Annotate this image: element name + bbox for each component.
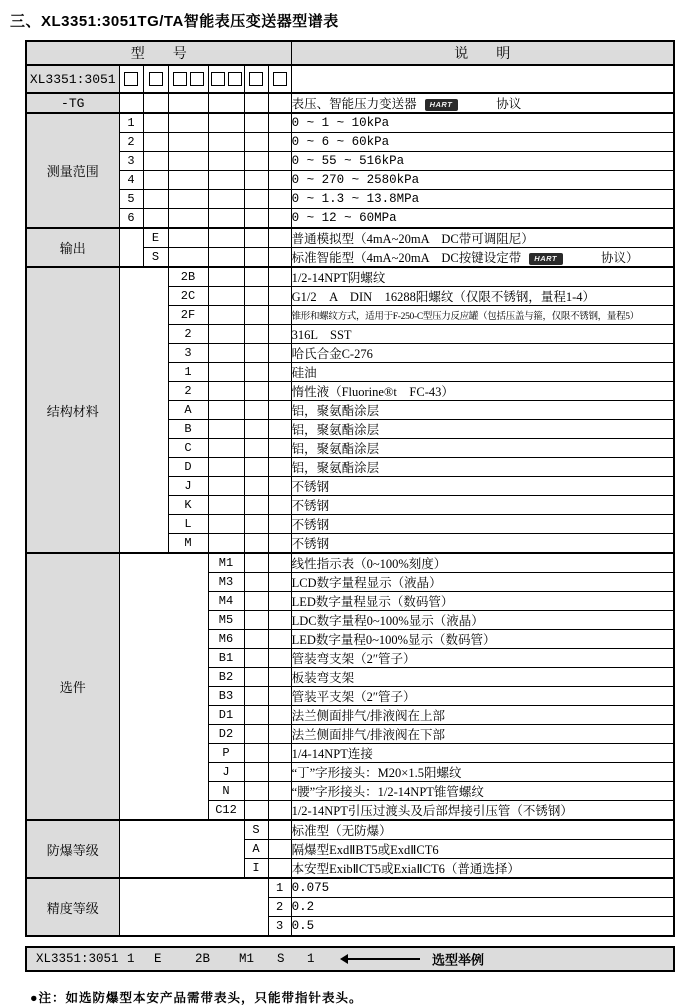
empty-code-cell <box>208 420 244 439</box>
option-description: 1/2-14NPT阴螺纹 <box>291 267 674 287</box>
option-description: 铝，聚氨酯涂层 <box>291 458 674 477</box>
empty-code-cell <box>244 515 268 534</box>
option-code-cell: 4 <box>119 171 143 190</box>
empty-code-cell <box>143 209 168 229</box>
empty-code-cell <box>244 133 268 152</box>
empty-code-cell <box>268 287 291 306</box>
empty-code-cell <box>168 171 208 190</box>
option-code-cell: 1 <box>268 878 291 898</box>
example-code: 2B <box>195 952 211 966</box>
empty-code-cell <box>244 401 268 420</box>
option-code-cell: M5 <box>208 611 244 630</box>
section-label-options: 选件 <box>26 553 119 820</box>
column-header-description: 说 明 <box>291 41 674 65</box>
option-code-cell: 5 <box>119 190 143 209</box>
option-code-cell: 2C <box>168 287 208 306</box>
empty-code-cell <box>208 287 244 306</box>
empty-description-cell <box>291 65 674 93</box>
empty-code-cell <box>268 744 291 763</box>
empty-code-cell <box>244 630 268 649</box>
option-description <box>291 93 674 113</box>
section-label-explosion-proof: 防爆等级 <box>26 820 119 878</box>
empty-code-cell <box>268 573 291 592</box>
option-description: LED数字量程0~100%显示（数码管） <box>291 630 674 649</box>
option-code-cell: 2 <box>168 382 208 401</box>
option-code-cell: 1 <box>119 113 143 133</box>
option-description: LDC数字量程0~100%显示（液晶） <box>291 611 674 630</box>
option-code-cell: J <box>168 477 208 496</box>
empty-code-cell <box>168 113 208 133</box>
empty-code-cell <box>268 420 291 439</box>
empty-code-cell <box>208 401 244 420</box>
option-description: 1/2-14NPT引压过渡头及后部焊接引压管（不锈钢） <box>291 801 674 821</box>
empty-code-cell <box>268 668 291 687</box>
empty-code-cell <box>268 306 291 325</box>
option-code-cell: B3 <box>208 687 244 706</box>
empty-code-cell <box>268 553 291 573</box>
empty-code-cell <box>244 113 268 133</box>
option-code-cell: N <box>208 782 244 801</box>
empty-code-cell <box>268 248 291 268</box>
option-description: 不锈钢 <box>291 496 674 515</box>
example-model-label: XL3351:3051 <box>36 952 119 966</box>
empty-code-cell <box>244 439 268 458</box>
code-checkbox <box>173 72 187 86</box>
hart-protocol-badge: HART <box>529 253 563 265</box>
merged-empty-cell <box>119 267 168 553</box>
option-description: 板装弯支架 <box>291 668 674 687</box>
empty-code-cell <box>244 477 268 496</box>
description-text: 标准智能型（4mA~20mA DC按键设定带 <box>291 251 522 265</box>
empty-code-cell <box>268 649 291 668</box>
empty-code-cell <box>268 534 291 554</box>
empty-code-cell <box>268 725 291 744</box>
option-code-cell: D1 <box>208 706 244 725</box>
option-description: 316L SST <box>291 325 674 344</box>
option-description: 硅油 <box>291 363 674 382</box>
empty-code-cell <box>268 439 291 458</box>
empty-code-cell <box>244 763 268 782</box>
example-code: S <box>277 952 285 966</box>
option-description: 不锈钢 <box>291 477 674 496</box>
option-code-cell: A <box>244 840 268 859</box>
option-code-cell: K <box>168 496 208 515</box>
option-code-cell: D <box>168 458 208 477</box>
option-code-cell: C <box>168 439 208 458</box>
option-description: LED数字量程显示（数码管） <box>291 592 674 611</box>
option-description: 法兰侧面排气/排液阀在上部 <box>291 706 674 725</box>
option-code-cell: S <box>143 248 168 268</box>
empty-code-cell <box>208 534 244 554</box>
empty-code-cell <box>268 401 291 420</box>
code-checkbox <box>228 72 242 86</box>
option-code-cell: 3 <box>168 344 208 363</box>
option-description: 惰性液（Fluorine®t FC-43） <box>291 382 674 401</box>
option-description: 0 ~ 55 ~ 516kPa <box>291 152 674 171</box>
hart-protocol-badge: HART <box>425 99 459 111</box>
empty-code-cell <box>143 152 168 171</box>
empty-code-cell <box>268 820 291 840</box>
code-box-cell <box>119 65 143 93</box>
example-code: E <box>154 952 162 966</box>
option-code-cell: 1 <box>168 363 208 382</box>
empty-code-cell <box>268 801 291 821</box>
empty-code-cell <box>208 133 244 152</box>
option-code-cell: 3 <box>119 152 143 171</box>
empty-code-cell <box>244 534 268 554</box>
example-arrow-icon <box>342 958 420 960</box>
code-checkbox <box>273 72 287 86</box>
option-description: 标准型（无防爆） <box>291 820 674 840</box>
option-description: 0 ~ 6 ~ 60kPa <box>291 133 674 152</box>
option-description: 0 ~ 12 ~ 60MPa <box>291 209 674 229</box>
empty-code-cell <box>143 171 168 190</box>
empty-code-cell <box>208 190 244 209</box>
code-box-cell <box>268 65 291 93</box>
option-description: 锥形和螺纹方式，适用于F-250-C型压力反应罐（包括压盖与箍，仅限不锈钢，量程5） <box>291 306 674 325</box>
empty-code-cell <box>268 859 291 879</box>
option-code-cell: M4 <box>208 592 244 611</box>
empty-code-cell <box>268 93 291 113</box>
empty-code-cell <box>268 458 291 477</box>
empty-code-cell <box>268 133 291 152</box>
empty-code-cell <box>268 687 291 706</box>
empty-code-cell <box>168 248 208 268</box>
empty-code-cell <box>168 228 208 248</box>
empty-code-cell <box>268 113 291 133</box>
section-label-output: 输出 <box>26 228 119 267</box>
description-text: 表压、智能压力变送器 <box>291 97 417 111</box>
option-description: 1/4-14NPT连接 <box>291 744 674 763</box>
empty-code-cell <box>244 228 268 248</box>
merged-empty-cell <box>119 820 244 878</box>
option-description: 0 ~ 1 ~ 10kPa <box>291 113 674 133</box>
model-prefix-cell: XL3351:3051 <box>26 65 119 93</box>
option-code-cell: B1 <box>208 649 244 668</box>
option-description: 不锈钢 <box>291 515 674 534</box>
empty-code-cell <box>168 190 208 209</box>
empty-code-cell <box>208 515 244 534</box>
option-code-cell: C12 <box>208 801 244 821</box>
empty-code-cell <box>244 287 268 306</box>
empty-code-cell <box>208 248 244 268</box>
option-description: 法兰侧面排气/排液阀在下部 <box>291 725 674 744</box>
empty-code-cell <box>244 801 268 821</box>
model-spec-table <box>25 40 675 937</box>
empty-code-cell <box>268 325 291 344</box>
option-code-cell: B2 <box>208 668 244 687</box>
empty-code-cell <box>244 687 268 706</box>
empty-code-cell <box>268 363 291 382</box>
empty-code-cell <box>143 93 168 113</box>
empty-code-cell <box>244 209 268 229</box>
footnote: ●注：如选防爆型本安产品需带表头，只能带指针表头。 <box>30 991 363 1005</box>
option-code-cell: M1 <box>208 553 244 573</box>
empty-code-cell <box>268 228 291 248</box>
option-description: “丁”字形接头：M20×1.5阳螺纹 <box>291 763 674 782</box>
empty-code-cell <box>208 496 244 515</box>
empty-code-cell <box>268 782 291 801</box>
empty-code-cell <box>143 190 168 209</box>
code-box-cell <box>208 65 244 93</box>
option-description: LCD数字量程显示（液晶） <box>291 573 674 592</box>
empty-code-cell <box>244 458 268 477</box>
empty-code-cell <box>268 611 291 630</box>
page-title: 三、XL3351:3051TG/TA智能表压变送器型谱表 <box>10 13 339 30</box>
series-code-cell: -TG <box>26 93 119 113</box>
empty-code-cell <box>244 649 268 668</box>
empty-code-cell <box>244 725 268 744</box>
empty-code-cell <box>244 190 268 209</box>
option-description: 0.2 <box>291 898 674 917</box>
empty-code-cell <box>168 93 208 113</box>
empty-code-cell <box>244 611 268 630</box>
empty-code-cell <box>268 706 291 725</box>
empty-code-cell <box>208 477 244 496</box>
example-code: 1 <box>127 952 135 966</box>
option-description: “腰”字形接头：1/2-14NPT锥管螺纹 <box>291 782 674 801</box>
empty-code-cell <box>268 496 291 515</box>
empty-code-cell <box>244 668 268 687</box>
option-code-cell: D2 <box>208 725 244 744</box>
option-description: 0 ~ 1.3 ~ 13.8MPa <box>291 190 674 209</box>
empty-code-cell <box>244 267 268 287</box>
selection-example-caption: 选型举例 <box>432 952 485 968</box>
option-description: 普通模拟型（4mA~20mA DC带可调阻尼） <box>291 228 674 248</box>
empty-code-cell <box>244 706 268 725</box>
empty-code-cell <box>268 840 291 859</box>
option-description: 管装弯支架（2″管子） <box>291 649 674 668</box>
empty-code-cell <box>244 306 268 325</box>
option-description: 铝，聚氨酯涂层 <box>291 420 674 439</box>
empty-code-cell <box>268 592 291 611</box>
empty-code-cell <box>268 209 291 229</box>
code-box-cell <box>143 65 168 93</box>
example-code: 1 <box>307 952 315 966</box>
empty-code-cell <box>268 630 291 649</box>
empty-code-cell <box>143 133 168 152</box>
option-code-cell: 2 <box>168 325 208 344</box>
empty-code-cell <box>168 133 208 152</box>
empty-code-cell <box>244 553 268 573</box>
option-code-cell: 6 <box>119 209 143 229</box>
option-description: 本安型ExibⅡCT5或ExiaⅡCT6（普通选择） <box>291 859 674 879</box>
option-code-cell: P <box>208 744 244 763</box>
option-description: 0.075 <box>291 878 674 898</box>
option-code-cell: A <box>168 401 208 420</box>
merged-empty-cell <box>119 228 143 267</box>
option-code-cell: S <box>244 820 268 840</box>
empty-code-cell <box>244 93 268 113</box>
option-code-cell: 3 <box>268 917 291 937</box>
code-box-cell <box>168 65 208 93</box>
empty-code-cell <box>244 420 268 439</box>
option-code-cell: J <box>208 763 244 782</box>
option-description: 哈氏合金C-276 <box>291 344 674 363</box>
empty-code-cell <box>268 344 291 363</box>
empty-code-cell <box>244 248 268 268</box>
empty-code-cell <box>208 267 244 287</box>
empty-code-cell <box>268 190 291 209</box>
option-description: 铝，聚氨酯涂层 <box>291 439 674 458</box>
column-header-model: 型 号 <box>26 41 291 65</box>
option-description <box>291 248 674 268</box>
empty-code-cell <box>244 152 268 171</box>
description-text: 协议 <box>496 97 522 111</box>
empty-code-cell <box>208 325 244 344</box>
empty-code-cell <box>208 209 244 229</box>
code-checkbox <box>249 72 263 86</box>
code-checkbox <box>190 72 204 86</box>
empty-code-cell <box>268 515 291 534</box>
empty-code-cell <box>244 344 268 363</box>
empty-code-cell <box>268 171 291 190</box>
option-description: 线性指示表（0~100%刻度） <box>291 553 674 573</box>
option-code-cell: M <box>168 534 208 554</box>
example-row <box>25 946 675 972</box>
option-description: G1/2 A DIN 16288阳螺纹（仅限不锈钢，量程1-4） <box>291 287 674 306</box>
description-text: 协议） <box>600 251 639 265</box>
empty-code-cell <box>208 93 244 113</box>
option-code-cell: E <box>143 228 168 248</box>
empty-code-cell <box>119 93 143 113</box>
option-code-cell: I <box>244 859 268 879</box>
empty-code-cell <box>244 496 268 515</box>
empty-code-cell <box>208 439 244 458</box>
option-description: 铝，聚氨酯涂层 <box>291 401 674 420</box>
option-description: 0 ~ 270 ~ 2580kPa <box>291 171 674 190</box>
option-description: 隔爆型ExdⅡBT5或ExdⅡCT6 <box>291 840 674 859</box>
empty-code-cell <box>244 782 268 801</box>
empty-code-cell <box>268 477 291 496</box>
empty-code-cell <box>244 592 268 611</box>
empty-code-cell <box>168 152 208 171</box>
empty-code-cell <box>208 306 244 325</box>
empty-code-cell <box>208 152 244 171</box>
empty-code-cell <box>244 363 268 382</box>
option-code-cell: B <box>168 420 208 439</box>
code-checkbox <box>149 72 163 86</box>
merged-empty-cell <box>119 878 268 936</box>
option-code-cell: 2B <box>168 267 208 287</box>
empty-code-cell <box>208 228 244 248</box>
option-code-cell: 2F <box>168 306 208 325</box>
empty-code-cell <box>268 267 291 287</box>
option-description: 0.5 <box>291 917 674 937</box>
empty-code-cell <box>208 382 244 401</box>
empty-code-cell <box>244 573 268 592</box>
empty-code-cell <box>143 113 168 133</box>
empty-code-cell <box>244 744 268 763</box>
empty-code-cell <box>208 458 244 477</box>
code-checkbox <box>211 72 225 86</box>
empty-code-cell <box>208 171 244 190</box>
empty-code-cell <box>208 344 244 363</box>
merged-empty-cell <box>119 553 208 820</box>
option-code-cell: M6 <box>208 630 244 649</box>
option-description: 管装平支架（2″管子） <box>291 687 674 706</box>
example-code: M1 <box>239 952 255 966</box>
option-code-cell: L <box>168 515 208 534</box>
option-code-cell: M3 <box>208 573 244 592</box>
empty-code-cell <box>244 171 268 190</box>
empty-code-cell <box>268 382 291 401</box>
section-label-accuracy: 精度等级 <box>26 878 119 936</box>
option-description: 不锈钢 <box>291 534 674 554</box>
empty-code-cell <box>208 113 244 133</box>
code-checkbox <box>124 72 138 86</box>
code-box-cell <box>244 65 268 93</box>
section-label-measure-range: 测量范围 <box>26 113 119 228</box>
empty-code-cell <box>208 363 244 382</box>
option-code-cell: 2 <box>119 133 143 152</box>
empty-code-cell <box>268 763 291 782</box>
section-label-structural-material: 结构材料 <box>26 267 119 553</box>
option-code-cell: 2 <box>268 898 291 917</box>
empty-code-cell <box>244 382 268 401</box>
empty-code-cell <box>168 209 208 229</box>
empty-code-cell <box>244 325 268 344</box>
empty-code-cell <box>268 152 291 171</box>
